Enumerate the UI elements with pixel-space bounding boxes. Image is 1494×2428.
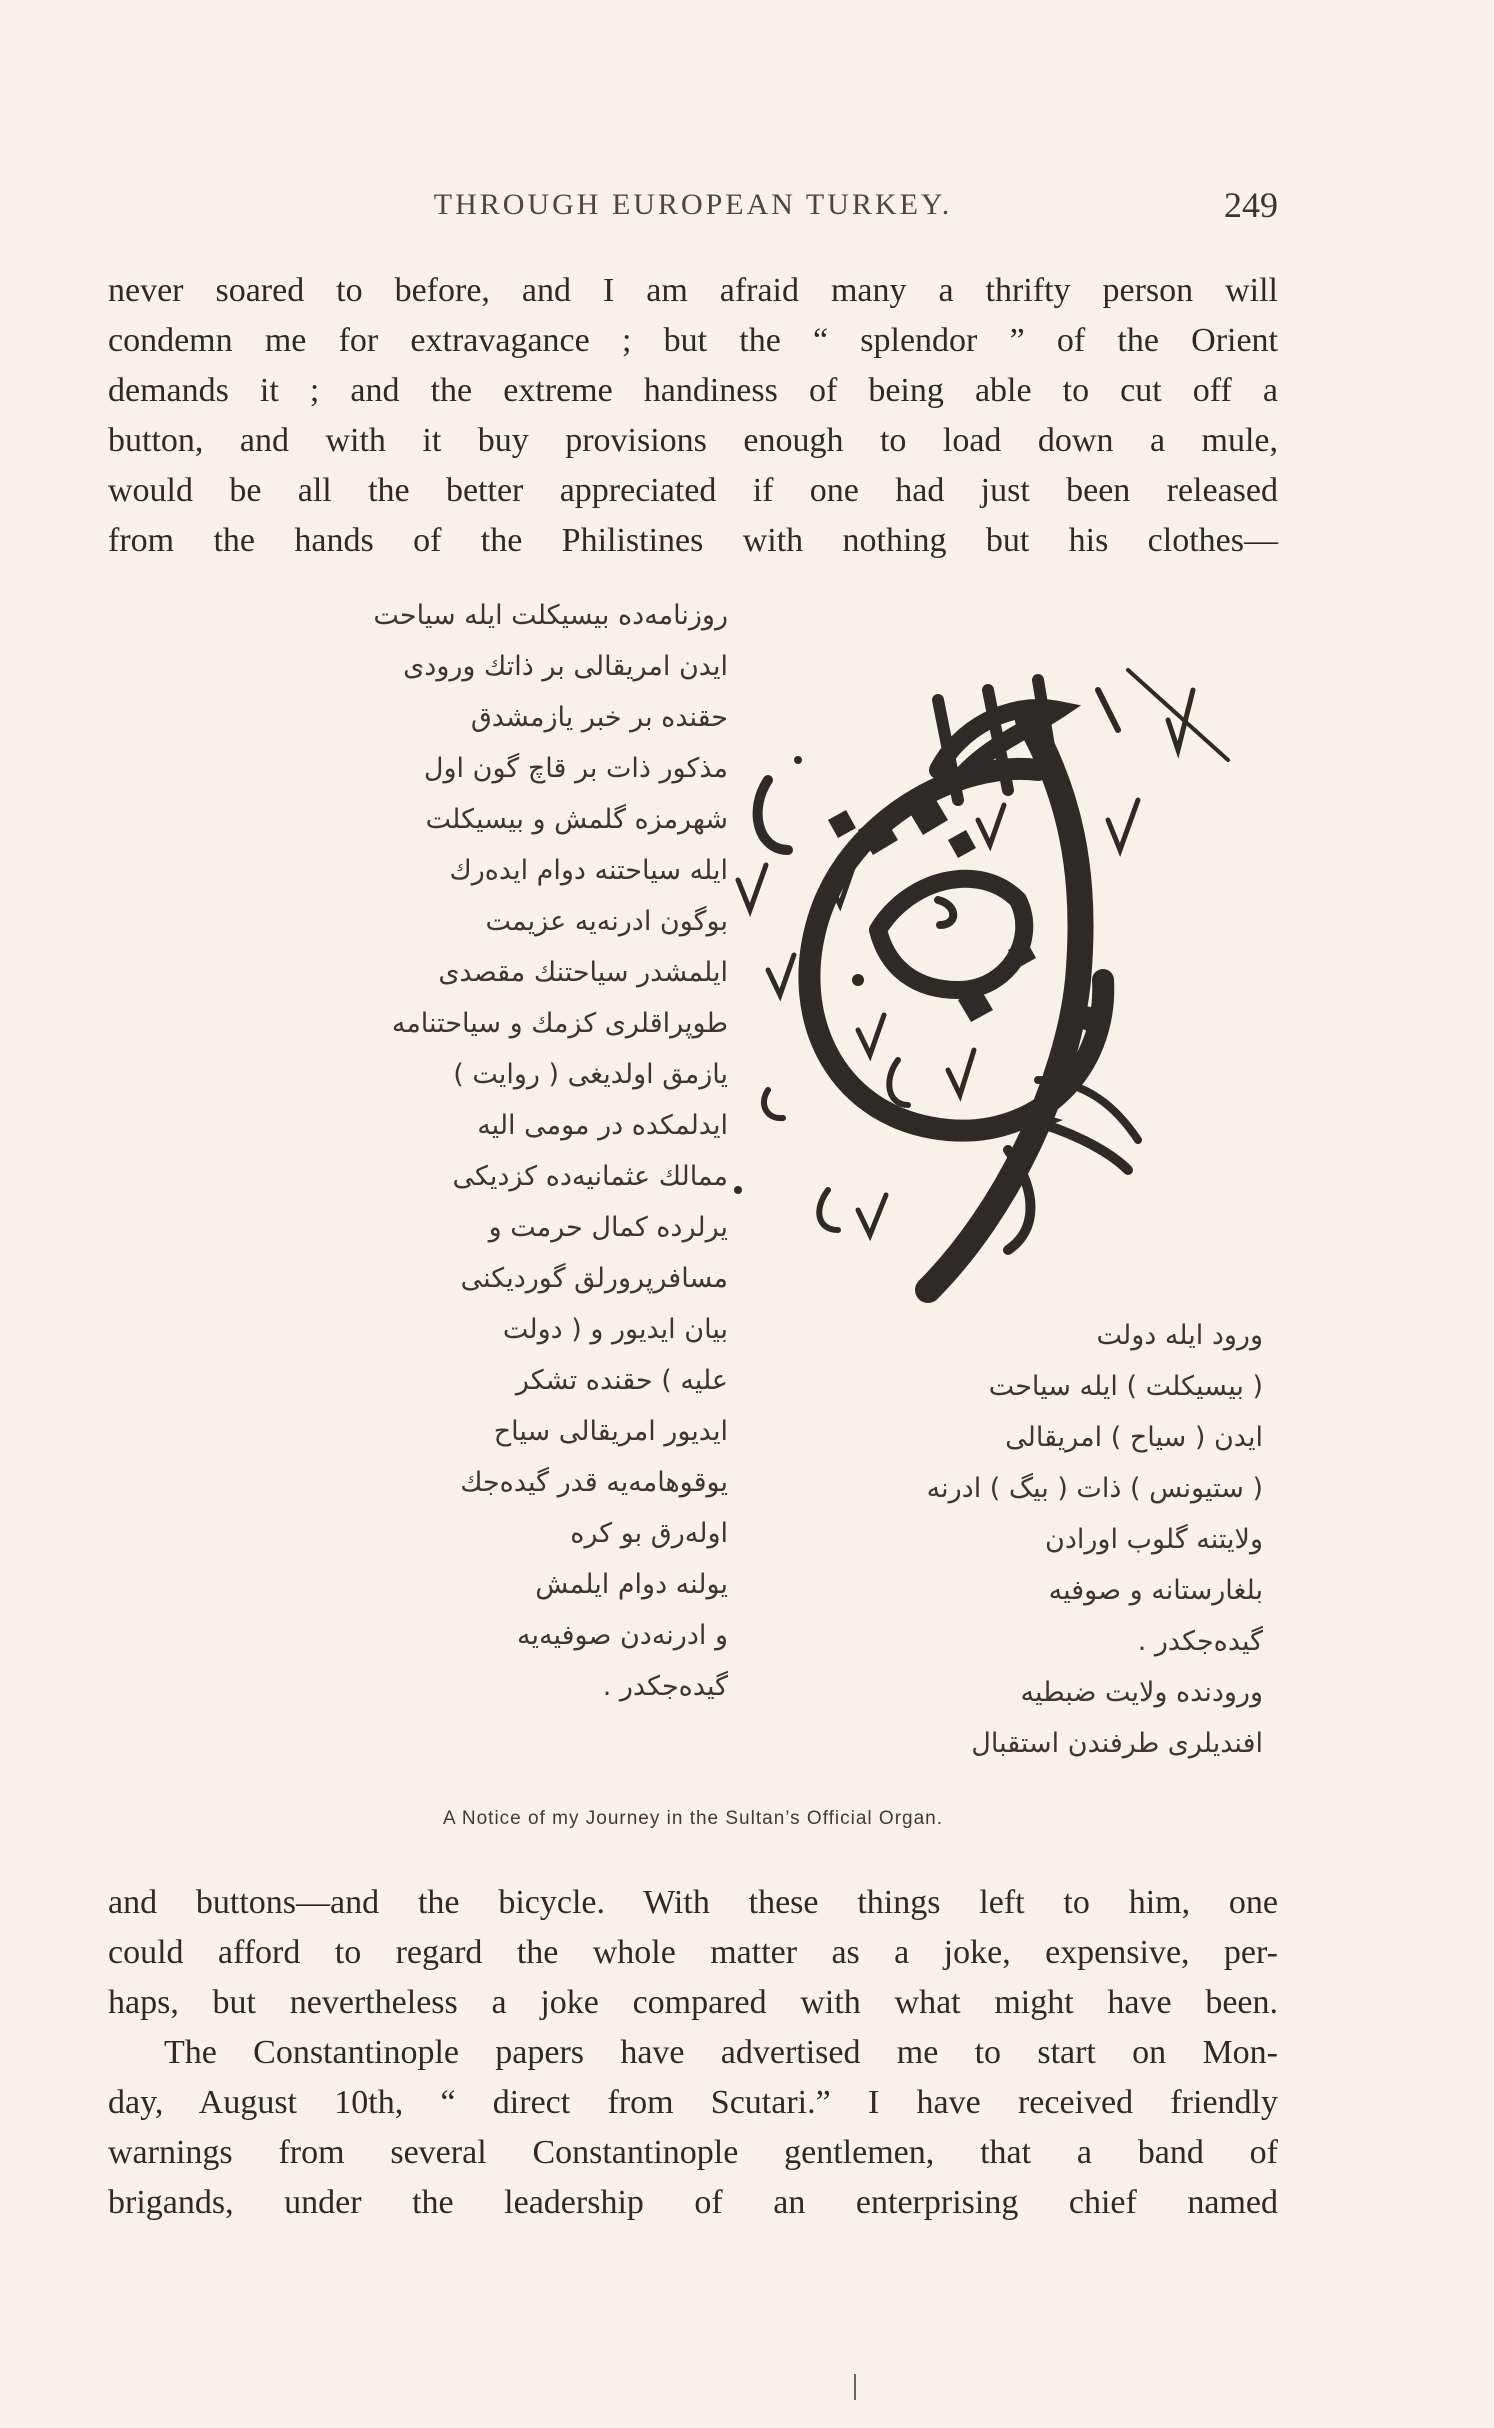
text-line: condemn me for extravagance ; but the “ splendor ” of the Orient (108, 322, 1278, 359)
ottoman-text-right-column (723, 1310, 1263, 1769)
calligraphic-emblem-drawing (708, 650, 1268, 1310)
ottoman-text-line: یولنه دوام ایلمش (535, 1569, 728, 1600)
ottoman-text-line: افندیلری طرفندن استقبال (971, 1728, 1263, 1759)
ottoman-text-line: و ادرنه‌دن صوفیه‌یه (516, 1620, 728, 1651)
ottoman-text-line: گیده‌جکدر . (602, 1671, 728, 1702)
text-line: warnings from several Constantinople gentlemen, that a band of (108, 2134, 1278, 2171)
ottoman-text-line: ورود ایله دولت (1096, 1320, 1263, 1351)
ottoman-text-line: ایلمشدر سیاحتنك مقصدی (438, 957, 728, 988)
ottoman-text-left-column (168, 590, 728, 1712)
running-head (108, 185, 1278, 232)
text-line: haps, but nevertheless a joke compared with what might have been. (108, 1984, 1278, 2021)
ottoman-text-line: بوگون ادرنه‌یه عزیمت (485, 906, 728, 937)
ottoman-text-line: بیان ایدیور و ( دولت (502, 1314, 728, 1345)
ottoman-text-line: ورودنده ولایت ضبطیه (1020, 1677, 1263, 1708)
paragraph-2 (108, 1878, 1278, 2228)
ottoman-text-line: ایدن ( سیاح ) امریقالی (1005, 1422, 1263, 1453)
ottoman-text-line: مذکور ذات بر قاچ گون اول (423, 753, 728, 784)
running-title: THROUGH EUROPEAN TURKEY. (433, 188, 953, 221)
ottoman-text-line: ( بیسیکلت ) ایله سیاحت (988, 1371, 1263, 1402)
ottoman-text-line: حقنده بر خبر یازمشدق (470, 702, 728, 733)
ottoman-text-line: ایدلمکده در مومی الیه (477, 1110, 728, 1141)
ottoman-text-line: بلغارستانه و صوفیه (1048, 1575, 1263, 1606)
ottoman-text-line: روزنامه‌ده بیسیکلت ایله سیاحت (373, 600, 728, 631)
text-line: could afford to regard the whole matter as a joke, expensive, per- (108, 1934, 1278, 1971)
ottoman-text-line: مسافرپرورلق گوردیکنی (460, 1263, 728, 1294)
ottoman-text-line: طوپراقلری کزمك و سیاحتنامه (391, 1008, 728, 1039)
text-line: brigands, under the leadership of an enterprising chief named (108, 2184, 1278, 2221)
text-line: from the hands of the Philistines with nothing but his clothes— (108, 522, 1278, 559)
text-line: and buttons—and the bicycle. With these things left to him, one (108, 1884, 1278, 1921)
printer-mark (854, 2374, 856, 2400)
ottoman-text-line: ولایتنه گلوب اورادن (1045, 1524, 1263, 1555)
text-line: The Constantinople papers have advertised me to start on Mon- (164, 2034, 1278, 2071)
ottoman-text-line: شهرمزه گلمش و بیسیکلت (425, 804, 728, 835)
ottoman-text-line: ( ستیونس ) ذات ( بیگ ) ادرنه (926, 1473, 1263, 1504)
text-line: button, and with it buy provisions enough to load down a mule, (108, 422, 1278, 459)
ottoman-text-line: یوقوهامه‌یه قدر گیده‌جك (460, 1467, 728, 1498)
ottoman-text-line: علیه ) حقنده تشکر (515, 1365, 728, 1396)
text-line: never soared to before, and I am afraid many a thrifty person will (108, 272, 1278, 309)
ottoman-text-line: یازمق اولدیغی ( روایت ) (453, 1059, 728, 1090)
figure-caption: A Notice of my Journey in the Sultan’s Official Organ. (442, 1808, 944, 1829)
ottoman-text-line: ایله سیاحتنه دوام ایده‌رك (449, 855, 728, 886)
ottoman-text-line: اوله‌رق بو کره (570, 1518, 728, 1549)
ottoman-text-line: ایدن امریقالی بر ذاتك ورودی (403, 651, 728, 682)
text-line: demands it ; and the extreme handiness of being able to cut off a (108, 372, 1278, 409)
calligraphic-emblem (708, 650, 1268, 1310)
paragraph-1 (108, 266, 1278, 566)
page-number: 249 (1224, 185, 1278, 225)
newspaper-notice-figure (108, 590, 1278, 1840)
text-line: would be all the better appreciated if one had just been released (108, 472, 1278, 509)
ottoman-text-line: یرلرده کمال حرمت و (488, 1212, 728, 1243)
text-line: day, August 10th, “ direct from Scutari.” I have received friendly (108, 2084, 1278, 2121)
ottoman-text-line: گیده‌جکدر . (1137, 1626, 1263, 1657)
ottoman-text-line: ایدیور امریقالی سیاح (493, 1416, 728, 1447)
ottoman-text-line: ممالك عثمانیه‌ده کزدیکی (452, 1161, 728, 1192)
